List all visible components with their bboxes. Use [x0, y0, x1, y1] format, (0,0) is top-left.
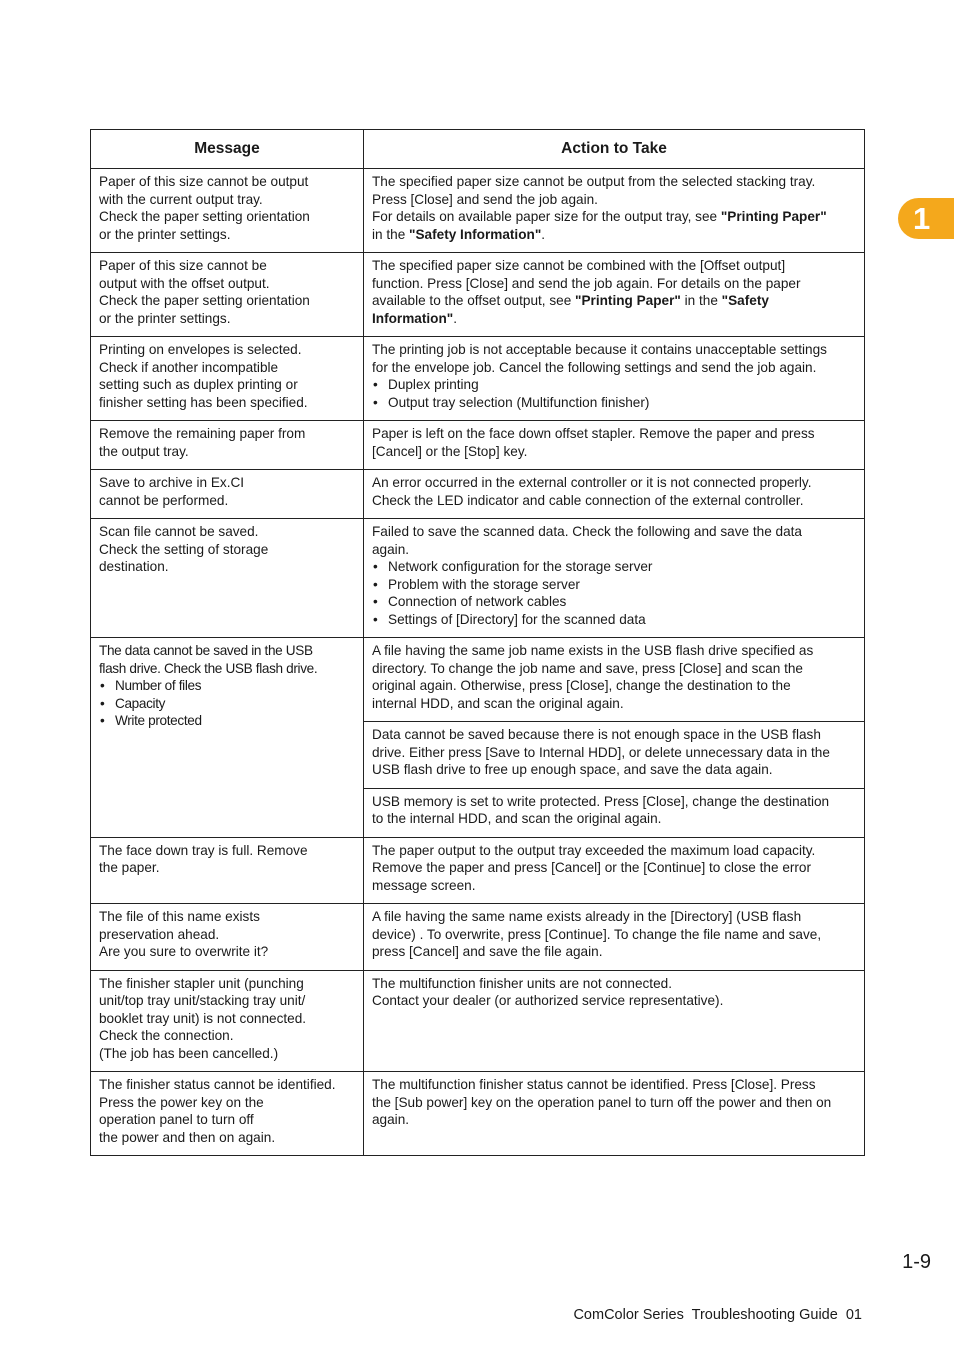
message-line: the power and then on again.	[99, 1129, 276, 1145]
action-line	[372, 1111, 857, 1129]
action-text: .	[541, 226, 546, 242]
action-text: Paper is left on the face down offset stapler. Remove the paper and press	[372, 426, 815, 441]
action-text: again.	[372, 541, 410, 557]
chapter-tab	[898, 198, 954, 239]
action-text: .	[453, 310, 457, 326]
action-line	[372, 425, 857, 443]
action-line	[372, 726, 857, 744]
action-line	[372, 677, 857, 695]
action-text: The multifunction finisher status cannot be identified. Press [Close]. Press	[372, 1077, 816, 1092]
action-line	[372, 191, 857, 209]
action-line	[372, 642, 857, 660]
action-text: device) . To overwrite, press [Continue]. To change the file name and save,	[372, 926, 822, 942]
message-cell	[91, 421, 364, 470]
message-bullet: • Capacity	[99, 695, 356, 713]
message-line: the paper.	[99, 860, 160, 875]
message-line: booklet tray unit) is not connected.	[99, 1010, 307, 1026]
message-line: operation panel to turn off	[99, 1112, 254, 1127]
message-line: Check the paper setting orientation	[99, 209, 310, 224]
action-cell	[364, 722, 865, 789]
reference-title: "Printing Paper"	[720, 209, 827, 224]
reference-title: "Safety	[721, 293, 769, 308]
message-bullet: • Write protected	[99, 712, 356, 730]
error-message-table	[90, 129, 865, 1156]
action-line	[372, 474, 857, 492]
message-line: preservation ahead.	[99, 926, 220, 942]
message-cell	[91, 470, 364, 519]
action-text: in the	[372, 226, 410, 242]
action-line	[372, 975, 857, 993]
action-line	[372, 908, 857, 926]
message-line: Paper of this size cannot be output	[99, 174, 309, 189]
action-text: to the internal HDD, and scan the original again.	[372, 811, 662, 826]
action-line	[372, 275, 857, 293]
message-cell	[91, 337, 364, 421]
table-row	[91, 1072, 865, 1156]
message-line: Paper of this size cannot be	[99, 258, 267, 273]
action-line	[372, 226, 857, 244]
action-line	[372, 943, 857, 961]
message-cell	[91, 970, 364, 1072]
action-line	[372, 310, 857, 328]
message-line: Remove the remaining paper from	[99, 426, 306, 441]
action-text: for the envelope job. Cancel the following settings and send the job again.	[372, 359, 817, 375]
action-line	[372, 292, 857, 310]
action-text: USB memory is set to write protected. Press [Close], change the destination	[372, 793, 830, 809]
action-text: The paper output to the output tray exceeded the maximum load capacity.	[372, 842, 816, 858]
action-text: again.	[372, 1112, 410, 1127]
action-cell	[364, 253, 865, 337]
action-cell	[364, 1072, 865, 1156]
message-line: unit/top tray unit/stacking tray unit/	[99, 993, 306, 1008]
message-cell	[91, 638, 364, 838]
action-line	[372, 1076, 857, 1094]
action-bullet: • Output tray selection (Multifunction finisher)	[372, 394, 857, 412]
action-line	[372, 359, 857, 377]
page-number: 1-9	[902, 1251, 931, 1273]
action-line	[372, 859, 857, 877]
message-cell	[91, 904, 364, 971]
message-line: The data cannot be saved in the USB	[99, 643, 313, 658]
message-line: cannot be performed.	[99, 492, 229, 508]
action-line	[372, 173, 857, 191]
action-text: A file having the same name exists already in the [Directory] (USB flash	[372, 909, 802, 924]
message-line: The finisher stapler unit (punching	[99, 975, 304, 991]
message-line: Save to archive in Ex.CI	[99, 475, 245, 490]
message-line: or the printer settings.	[99, 226, 231, 242]
message-line: or the printer settings.	[99, 310, 231, 326]
action-bullet: • Problem with the storage server	[372, 576, 857, 594]
action-text: available to the offset output, see	[372, 293, 576, 308]
action-line	[372, 992, 857, 1010]
action-text: Press [Close] and send the job again.	[372, 191, 598, 207]
message-line: Are you sure to overwrite it?	[99, 944, 269, 959]
action-text: directory. To change the job name and save, press [Close] and scan the	[372, 660, 803, 676]
action-line	[372, 810, 857, 828]
message-line: The finisher status cannot be identified.	[99, 1077, 336, 1092]
action-bullet: • Network configuration for the storage server	[372, 558, 857, 576]
message-line: Scan file cannot be saved.	[99, 524, 259, 539]
action-line	[372, 660, 857, 678]
action-line	[372, 744, 857, 762]
action-cell	[364, 519, 865, 638]
action-line	[372, 793, 857, 811]
message-line: setting such as duplex printing or	[99, 377, 298, 392]
action-line	[372, 842, 857, 860]
reference-title: "Safety Information"	[409, 226, 542, 242]
action-line	[372, 761, 857, 779]
table-row	[91, 337, 865, 421]
message-line: Check the connection.	[99, 1028, 234, 1043]
action-bullet: • Settings of [Directory] for the scanned data	[372, 611, 857, 629]
action-text: The specified paper size cannot be output from the selected stacking tray.	[372, 174, 816, 189]
message-line: the output tray.	[99, 443, 189, 459]
action-text: internal HDD, and scan the original again.	[372, 695, 624, 711]
message-line: The face down tray is full. Remove	[99, 842, 308, 858]
action-line	[372, 695, 857, 713]
action-cell	[364, 837, 865, 904]
action-line	[372, 926, 857, 944]
action-text: A file having the same job name exists in the USB flash drive specified as	[372, 643, 814, 658]
table-row	[91, 638, 865, 722]
action-text: message screen.	[372, 877, 476, 893]
table-row	[91, 470, 865, 519]
action-line	[372, 523, 857, 541]
message-line: (The job has been cancelled.)	[99, 1045, 279, 1061]
action-text: The printing job is not acceptable because it contains unacceptable settings	[372, 342, 827, 357]
header-action: Action to Take	[364, 130, 865, 169]
action-cell	[364, 788, 865, 837]
action-cell	[364, 904, 865, 971]
table-row	[91, 253, 865, 337]
action-line	[372, 208, 857, 226]
action-text: Data cannot be saved because there is not enough space in the USB flash	[372, 727, 821, 742]
action-cell	[364, 421, 865, 470]
action-line	[372, 341, 857, 359]
action-text: function. Press [Close] and send the job again. For details on the paper	[372, 275, 801, 291]
action-text: the [Sub power] key on the operation panel to turn off the power and then on	[372, 1094, 832, 1110]
message-line: output with the offset output.	[99, 275, 270, 291]
action-line	[372, 1094, 857, 1112]
action-cell	[364, 470, 865, 519]
message-line: Check if another incompatible	[99, 359, 279, 375]
table-row	[91, 970, 865, 1072]
message-line: finisher setting has been specified.	[99, 394, 308, 410]
chapter-number: 1	[913, 201, 931, 236]
message-cell	[91, 1072, 364, 1156]
action-cell	[364, 337, 865, 421]
action-text: An error occurred in the external controller or it is not connected properly.	[372, 475, 812, 490]
action-text: USB flash drive to free up enough space, and save the data again.	[372, 762, 773, 777]
message-line: with the current output tray.	[99, 191, 263, 207]
message-cell	[91, 169, 364, 253]
action-text: [Cancel] or the [Stop] key.	[372, 443, 528, 459]
message-bullet: • Number of files	[99, 677, 356, 695]
message-cell	[91, 253, 364, 337]
action-bullet: • Connection of network cables	[372, 593, 857, 611]
action-text: in the	[680, 293, 722, 308]
action-bullet: • Duplex printing	[372, 376, 857, 394]
message-cell	[91, 837, 364, 904]
table-row	[91, 169, 865, 253]
message-line: Check the paper setting orientation	[99, 293, 310, 308]
table-row	[91, 519, 865, 638]
action-text: Check the LED indicator and cable connection of the external controller.	[372, 492, 804, 508]
action-cell	[364, 169, 865, 253]
reference-title: Information"	[372, 310, 454, 326]
action-line	[372, 443, 857, 461]
table-row	[91, 904, 865, 971]
message-cell	[91, 519, 364, 638]
message-line: destination.	[99, 559, 169, 574]
action-cell	[364, 638, 865, 722]
header-message: Message	[91, 130, 364, 169]
action-text: drive. Either press [Save to Internal HDD], or delete unnecessary data in the	[372, 744, 830, 760]
action-text: original again. Otherwise, press [Close], change the destination to the	[372, 678, 791, 693]
message-line: Check the setting of storage	[99, 541, 269, 557]
message-line: The file of this name exists	[99, 909, 260, 924]
reference-title: "Printing Paper"	[575, 293, 681, 308]
action-line	[372, 257, 857, 275]
action-text: Contact your dealer (or authorized service representative).	[372, 993, 724, 1008]
table-body	[91, 169, 865, 1156]
action-text: press [Cancel] and save the file again.	[372, 944, 603, 959]
table-row	[91, 837, 865, 904]
message-line: Press the power key on the	[99, 1094, 264, 1110]
message-line: flash drive. Check the USB flash drive.	[99, 660, 318, 676]
table-row	[91, 421, 865, 470]
action-text: For details on available paper size for the output tray, see	[372, 209, 721, 224]
footer-text: ComColor Series Troubleshooting Guide 01	[573, 1307, 862, 1323]
action-line	[372, 492, 857, 510]
action-text: Remove the paper and press [Cancel] or the [Continue] to close the error	[372, 860, 812, 875]
action-text: The multifunction finisher units are not connected.	[372, 975, 672, 991]
message-line: Printing on envelopes is selected.	[99, 342, 302, 357]
action-text: Failed to save the scanned data. Check the following and save the data	[372, 524, 802, 539]
action-line	[372, 541, 857, 559]
action-line	[372, 877, 857, 895]
action-cell	[364, 970, 865, 1072]
action-text: The specified paper size cannot be combined with the [Offset output]	[372, 258, 786, 273]
table-header-row	[91, 130, 865, 169]
